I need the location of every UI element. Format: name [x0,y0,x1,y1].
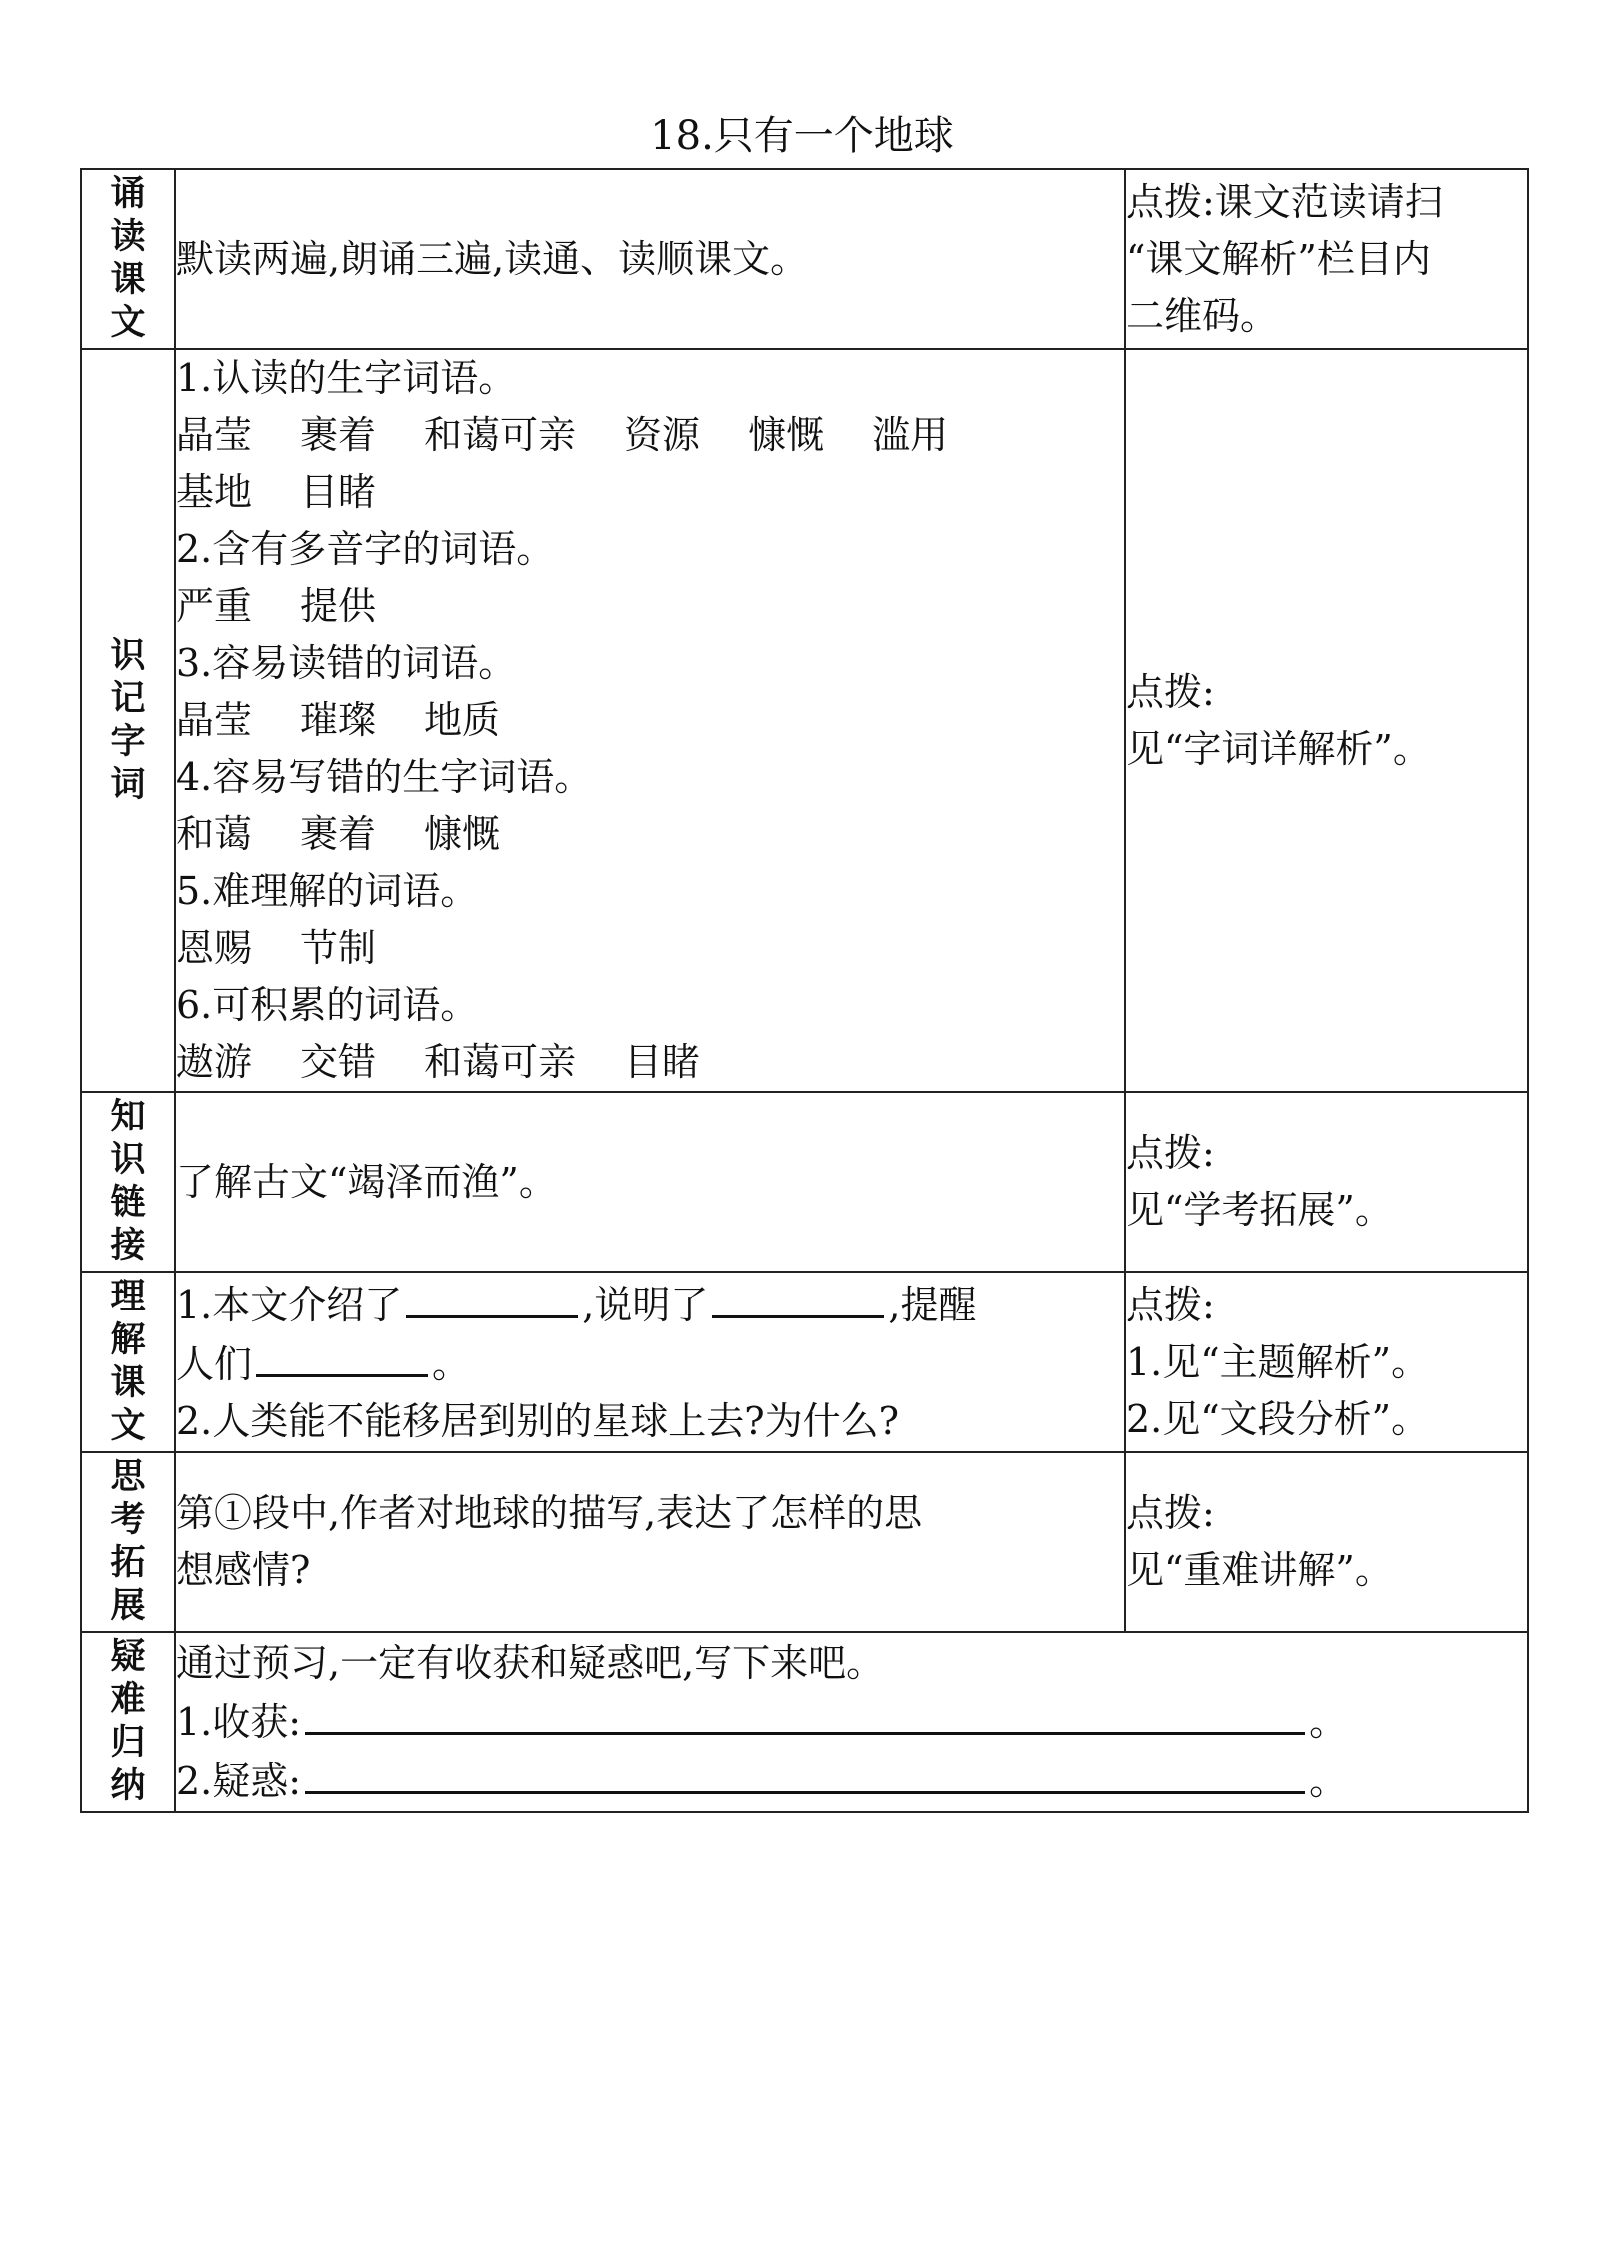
word-list: 恩赐 节制 [176,926,377,970]
answer-blank[interactable] [406,1275,578,1318]
vocabulary-tip: 点拨: 见“字词详解析”。 [1125,349,1528,1092]
recite-tip: 点拨:课文范读请扫 “课文解析”栏目内 二维码。 [1125,169,1528,349]
preview-table [80,168,1529,1813]
recite-content: 默读两遍,朗诵三遍,读通、读顺课文。 [175,169,1125,349]
understand-content: 1.本文介绍了 ,说明了 ,提醒 人们 。 2.人类能不能移居到别的星球上去?为什么? [175,1272,1125,1452]
word-list: 基地 目睹 [176,470,377,514]
row-think-extend [81,1452,1528,1632]
page-title: 18.只有一个地球 [650,113,954,159]
gain-blank[interactable] [305,1692,1305,1735]
vocabulary-content: 1.认读的生字词语。 晶莹 裹着 和蔼可亲 资源 慷慨 滥用 基地 目睹 2.含有多音字的词语。 严重 提供 3.容易读错的词语。 晶莹 璀璨 地质 4.容易写错的生字词语。 和蔼 裹着 慷慨 5.难理解的词语。 恩赐 节制 6.可积累的词语。 遨游 交错 和蔼可亲 目睹 [175,349,1125,1092]
row-knowledge-link [81,1092,1528,1272]
word-list: 晶莹 璀璨 地质 [176,698,501,742]
word-list: 晶莹 裹着 和蔼可亲 资源 慷慨 滥用 [176,413,949,457]
think-content: 第①段中,作者对地球的描写,表达了怎样的思 想感情? [175,1452,1125,1632]
summary-content: 通过预习,一定有收获和疑惑吧,写下来吧。 1.收获: 。 2.疑惑: 。 [175,1632,1528,1812]
row-label-understand: 理 解 课 文 [81,1272,175,1452]
row-recite [81,169,1528,349]
row-label-recite: 诵 读 课 文 [81,169,175,349]
row-label-knowledge: 知 识 链 接 [81,1092,175,1272]
row-label-summary: 疑 难 归 纳 [81,1632,175,1812]
answer-blank[interactable] [712,1275,884,1318]
doubt-blank[interactable] [305,1751,1305,1794]
row-label-think: 思 考 拓 展 [81,1452,175,1632]
row-label-vocabulary: 识 记 字 词 [81,349,175,1092]
word-list: 和蔼 裹着 慷慨 [176,812,501,856]
understand-tip: 点拨: 1.见“主题解析”。 2.见“文段分析”。 [1125,1272,1528,1452]
word-list: 严重 提供 [176,584,377,628]
answer-blank[interactable] [256,1334,428,1377]
knowledge-content: 了解古文“竭泽而渔”。 [175,1092,1125,1272]
row-summary [81,1632,1528,1812]
word-list: 遨游 交错 和蔼可亲 目睹 [176,1040,701,1084]
think-tip: 点拨: 见“重难讲解”。 [1125,1452,1528,1632]
row-vocabulary [81,349,1528,1092]
row-understand [81,1272,1528,1452]
knowledge-tip: 点拨: 见“学考拓展”。 [1125,1092,1528,1272]
